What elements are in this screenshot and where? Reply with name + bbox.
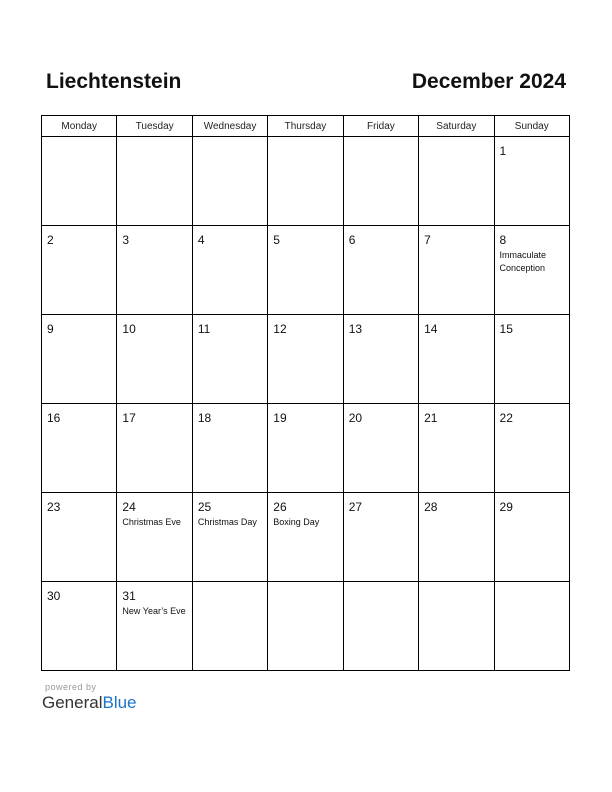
day-cell	[494, 137, 569, 226]
day-number: 1	[499, 144, 507, 158]
weekday-header: Saturday	[419, 116, 494, 137]
day-cell	[419, 404, 494, 493]
day-cell	[117, 582, 192, 671]
day-number: 7	[424, 233, 431, 247]
holiday-label: Immaculate Conception	[499, 250, 547, 273]
day-number: 24	[122, 500, 136, 514]
day-cell	[192, 404, 267, 493]
week-row	[42, 404, 570, 493]
brand-logo	[42, 693, 137, 713]
day-cell	[419, 315, 494, 404]
day-number: 12	[273, 322, 287, 336]
week-row	[42, 137, 570, 226]
day-number: 5	[273, 233, 280, 247]
day-cell	[494, 404, 569, 493]
day-number: 4	[197, 233, 205, 247]
day-number: 10	[122, 322, 136, 336]
weekday-header: Tuesday	[117, 116, 192, 137]
day-cell	[42, 493, 117, 582]
day-cell	[268, 582, 343, 671]
day-cell	[268, 404, 343, 493]
day-cell	[192, 493, 267, 582]
day-number: 9	[47, 322, 54, 336]
day-cell	[268, 493, 343, 582]
day-number: 15	[499, 322, 513, 336]
week-row	[42, 493, 570, 582]
day-number: 17	[122, 411, 136, 425]
day-cell	[268, 226, 343, 315]
day-number: 28	[424, 500, 438, 514]
day-cell	[192, 315, 267, 404]
day-number: 22	[499, 411, 513, 425]
holiday-label: Christmas Eve	[122, 517, 181, 527]
calendar-grid	[41, 115, 570, 671]
weekday-header-row	[42, 116, 570, 137]
day-number: 2	[47, 233, 54, 247]
day-number: 20	[348, 411, 363, 425]
day-cell	[117, 315, 192, 404]
day-number: 31	[122, 589, 136, 603]
day-cell	[117, 137, 192, 226]
day-cell	[117, 226, 192, 315]
brand-general-text: General	[42, 693, 103, 712]
day-number: 14	[424, 322, 438, 336]
day-number: 29	[499, 500, 513, 514]
weekday-header: Monday	[42, 116, 117, 137]
day-cell	[42, 582, 117, 671]
day-cell	[343, 137, 418, 226]
day-cell	[343, 493, 418, 582]
day-cell	[117, 493, 192, 582]
day-cell	[419, 137, 494, 226]
weekday-header: Wednesday	[192, 116, 267, 137]
day-number: 18	[197, 411, 212, 425]
country-title: Liechtenstein	[46, 70, 182, 93]
day-number: 19	[273, 411, 287, 425]
day-cell	[42, 137, 117, 226]
day-cell	[192, 582, 267, 671]
day-number: 16	[47, 411, 61, 425]
day-number: 6	[348, 233, 356, 247]
day-cell	[419, 582, 494, 671]
day-cell	[117, 404, 192, 493]
day-number: 30	[47, 589, 61, 603]
day-cell	[343, 315, 418, 404]
day-cell	[494, 493, 569, 582]
day-cell	[343, 226, 418, 315]
day-cell	[192, 226, 267, 315]
day-cell	[419, 493, 494, 582]
day-cell	[343, 582, 418, 671]
brand-blue-text: Blue	[102, 693, 137, 712]
day-number: 21	[424, 411, 438, 425]
holiday-label: Boxing Day	[273, 517, 320, 527]
day-number: 27	[348, 500, 363, 514]
day-number: 3	[122, 233, 130, 247]
holiday-label: New Year’s Eve	[122, 606, 186, 616]
day-cell	[42, 315, 117, 404]
day-cell	[419, 226, 494, 315]
month-year-title: December 2024	[411, 70, 566, 93]
day-number: 25	[197, 500, 212, 514]
holiday-label: Christmas Day	[197, 517, 257, 527]
weekday-header: Thursday	[268, 116, 343, 137]
day-cell	[192, 137, 267, 226]
day-cell	[42, 226, 117, 315]
week-row	[42, 226, 570, 315]
week-row	[42, 582, 570, 671]
day-cell	[42, 404, 117, 493]
day-cell	[343, 404, 418, 493]
day-number: 23	[47, 500, 61, 514]
day-cell	[268, 315, 343, 404]
day-number: 11	[197, 322, 211, 336]
day-number: 13	[348, 322, 363, 336]
weekday-header: Sunday	[494, 116, 569, 137]
weekday-header: Friday	[343, 116, 418, 137]
powered-by-label: powered by	[45, 682, 97, 692]
day-cell	[494, 226, 569, 315]
day-cell	[268, 137, 343, 226]
day-cell	[494, 582, 569, 671]
day-number: 26	[273, 500, 287, 514]
day-cell	[494, 315, 569, 404]
day-number: 8	[499, 233, 507, 247]
week-row	[42, 315, 570, 404]
